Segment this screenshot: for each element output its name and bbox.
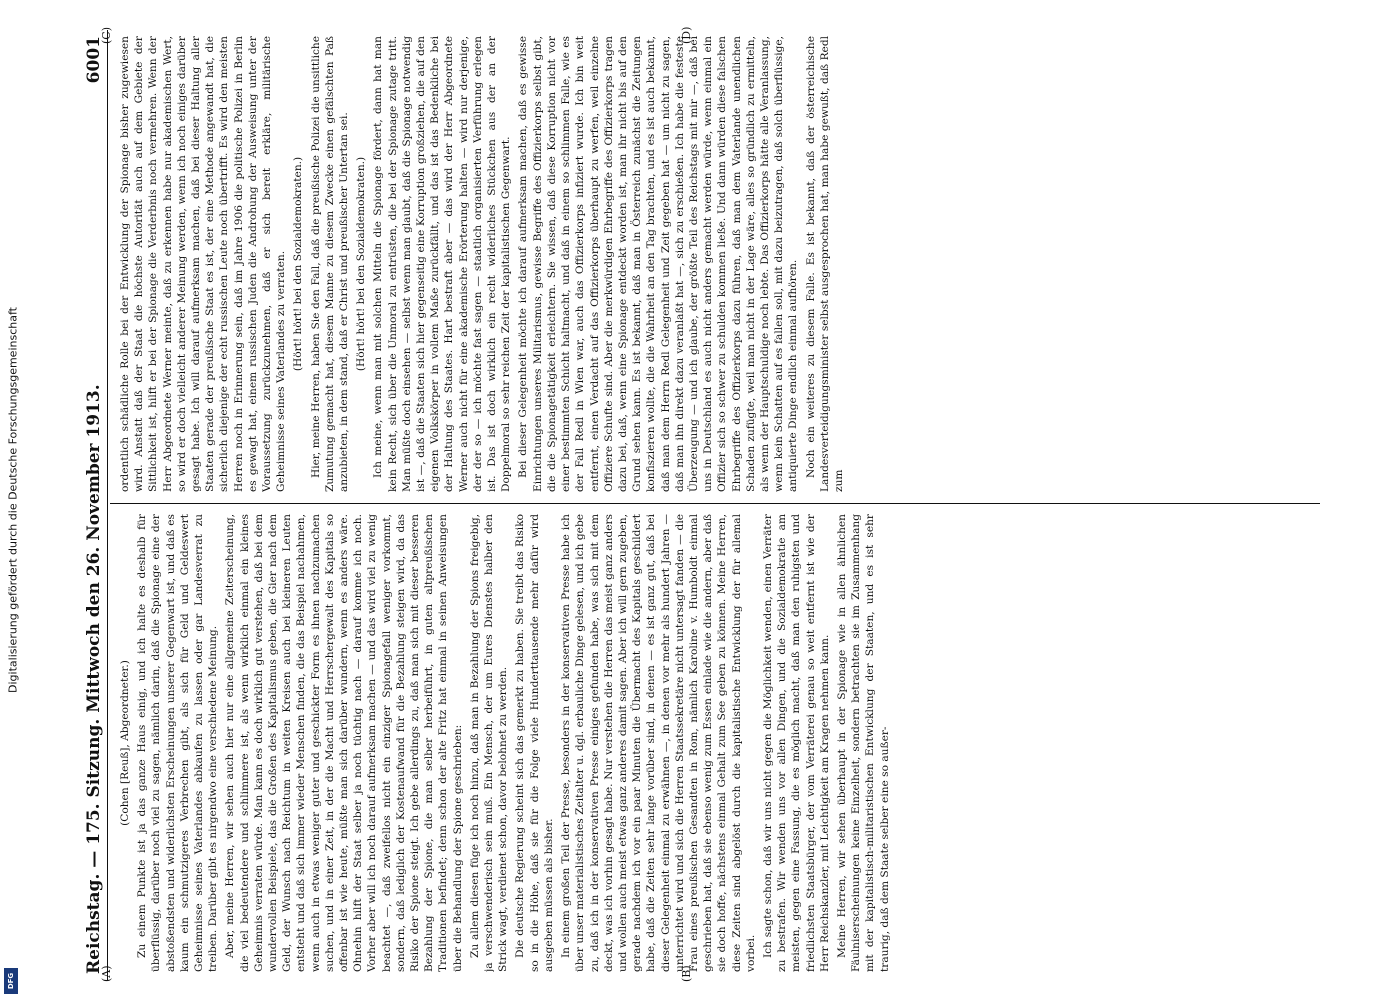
dfg-logo-text: DFG [7,972,15,990]
column-divider [110,503,1320,504]
page-header [60,30,104,980]
paragraph: Ich meine, wenn man mit solchen Mitteln die Spionage fördert, dann hat man kein Recht, sich über die Unmoral zu entrüsten, die bei der Spionage zutage tritt. Man müßte doch einsehen — selbst wenn man glaubt, daß die Spionage notwendig ist —, daß die Staaten sich hier gegenseitig eine Korruption großziehen, die auf den eigenen Volkskörper in vollem Maße zurückfällt, und das ist das Bedenkliche bei der Haltung des Staates. Hart bestraft aber — das wird der Herr Abgeordnete Werner auch nicht für eine akademische Erörterung halten — wird nur derjenige, der der so — ich möchte fast sagen — staatlich organisierten Verführung erlegen ist. Das ist doch wirklich ein recht widerliches Stückchen aus der an der Doppelmoral so sehr reichen Zeit der kapitalistischen Gegenwart. [372,36,513,492]
paragraph: Zu einem Punkte ist ja das ganze Haus einig, und ich halte es deshalb für überflüssig, darüber noch viel zu sagen, nämlich darin, daß die Spionage eine der abstoßendsten und widerlichsten Erscheinungen unserer Gegenwart ist, und daß es kaum ein schmutzigeres Verbrechen gibt, als sich für Geld und Geldeswert Geheimnisse seines Vaterlandes abkaufen zu lassen oder gar Landesverrat zu treiben. Darüber gibt es nirgendwo eine verschiedene Meinung. [136,514,220,972]
margin-marker-b: (B) [680,965,693,982]
paragraph: Meine Herren, wir sehen überhaupt in der Spionage wie in allen ähnlichen Fäulniserscheinungen keine Einzelheit, sondern betrachten sie im Zusammenhang mit der kapitalistisch-militaristischen Entwicklung der Staaten, und es ist sehr traurig, daß dem Staate selber eine so außer- [835,514,891,972]
interjection: (Hört! hört! bei den Sozialdemokraten.) [355,156,368,372]
paragraph: Bei dieser Gelegenheit möchte ich darauf aufmerksam machen, daß es gewisse Einrichtungen unseres Militarismus, gewisse Begriffe des Offizierkorps selbst gibt, die die Spionagetätigkeit erleichtern. Sie wissen, daß diese Korruption nicht vor einer bestimmten Schicht haltmacht, und daß in einem so schlimmen Falle, wie es der Fall Redl in Wien war, auch das Offizierkorps infiziert wurde. Ich bin weit entfernt, einen Verdacht auf das Offizierkorps überhaupt zu werfen, weil einzelne Offiziere Schufte sind. Aber die merkwürdigen Ehrbegriffe des Offizierkorps tragen dazu bei, daß, wenn eine Spionage entdeckt worden ist, man ihr nicht bis auf den Grund sehen kann. Es ist bekannt, daß man in Österreich zunächst die Zeitungen konfiszieren wollte, die die Wahrheit an den Tag brachten, und es ist auch bekannt, daß man dem Herrn Redl Gelegenheit und Zeit gegeben hat — um nicht zu sagen, daß man ihn direkt dazu veranlaßt hat —, sich zu erschießen. Ich habe die festeste Überzeugung — und ich glaube, der größte Teil des Reichstags mit mir —, daß bei uns in Deutschland es auch nicht anders gemacht werden würde, wenn einmal ein Offizier sich so schwer zu schulden kommen ließe. Und dann würden diese falschen Ehrbegriffe des Offizierkorps dazu führen, daß man dem Vaterlande unendlichen Schaden zufügte, weil man nicht in der Lage wäre, alles so gründlich zu ermitteln, als wenn der Hauptschuldige noch lebte. Das Offizierkorps hätte alle Veranlassung, wenn kein Schatten auf es fallen soll, mit dazu beizutragen, daß solch überflüssige, antiquierte Dinge endlich einmal aufhören. [517,36,800,492]
paragraph: In einem großen Teil der Presse, besonders in der konservativen Presse habe ich über unser materialistisches Zeitalter u. dgl. erbauliche Dinge gelesen, und ich gebe zu, daß ich in der konservativen Presse einiges gefunden habe, was sich mit dem deckt, was ich vorhin gesagt habe. Nur verstehen die Herren das meist ganz anders und wollen auch meist etwas ganz anderes damit sagen. Aber ich will gern zugeben, gerade nachdem ich vor ein paar Minuten die Übermacht des Kapitals geschildert habe, daß die Zeiten sehr lange vorüber sind, in denen — es ist ganz gut, daß bei dieser Gelegenheit einmal zu erwähnen —, in denen vor mehr als hundert Jahren — unterrichtet wird und sich die Herren Staatssekretäre nicht untersagt fanden — die Frau eines preußischen Gesandten in Rom, nämlich Karoline v. Humboldt einmal geschrieben hat, daß sie ebenso wenig zum Essen einlade wie die andern, aber daß sie doch hoffe, nächstens einmal Gehalt zum See geben zu können. Meine Herren, diese Zeiten sind abgelöst durch die kapitalistische Entwicklung der für allemal vorbei. [560,514,757,972]
header-title: Reichstag. — 175. Sitzung. Mittwoch den 26. November 1913. [84,384,104,974]
paragraph: Die deutsche Regierung scheint sich das gemerkt zu haben. Sie treibt das Risiko so in die Höhe, daß sie für die Folge viele Hunderttausende mehr dafür wird ausgeben müssen als bisher. [514,514,555,972]
paragraph: Ich sagte schon, daß wir uns nicht gegen die Möglichkeit wenden, einen Verräter zu bestrafen. Wir wenden uns vor allen Dingen, und die Sozialdemokratie am meisten, gegen eine Fassung, die es möglich macht, daß man den ruhigsten und friedlichsten Staatsbürger, der vom Verräterei genau so weit entfernt ist wie der Herr Reichskanzler, mit Leichtigkeit am Kragen nehmen kann. [761,514,831,972]
paragraph: Noch ein weiteres zu diesem Falle. Es ist bekannt, daß der österreichische Landesverteidigungsminister selbst ausgesprochen hat, man habe gewußt, daß Redl zum [804,36,845,492]
speaker-line: (Cohen [Reuß], Abgeordneter.) [119,660,131,826]
digitization-note [2,0,24,1000]
right-column [118,36,1318,492]
digitization-note-text: Digitalisierung gefördert durch die Deutsche Forschungsgemeinschaft [6,307,20,693]
paragraph: Aber, meine Herren, wir sehen auch hier nur eine allgemeine Zeiterscheinung, die viel bedeutendere und schlimmere ist, als wenn wirklich einmal ein kleines Geheimnis verraten würde. Man kann es doch wirklich gut verstehen, daß bei dem wundervollen Beispiele, das die Großen des Kapitalismus geben, die Gier nach dem Geld, der Wunsch nach Reichtum in weiten Kreisen auch bei kleineren Leuten entsteht und daß sich immer wieder Menschen finden, die das Beispiel nachahmen, wenn auch in etwas weniger guter und geschickter Form es ihnen nachzumachen suchen, und in einer Zeit, in der die Macht und Herrschergewalt des Kapitals so offenbar ist wie heute, müßte man sich darüber wundern, wenn es anders wäre. Ohnehin hilft der Staat selber ja noch tüchtig nach — darauf komme ich noch. Vorher aber will ich noch darauf aufmerksam machen — und das wird viel zu wenig beachtet —, daß zweifellos nicht ein einziger Spionagefall weniger vorkommt, sondern, daß lediglich der Kostenaufwand für die Bezahlung steigen wird, da das Risiko der Spione steigt. Ich gebe allerdings zu, daß man sich mit dieser besseren Bezahlung der Spione, die man selber herbeiführt, in guten altpreußischen Traditionen befindet; denn schon der alte Fritz hat einmal in seinen Anweisungen über die Behandlung der Spione geschrieben: [224,514,464,972]
page-content [60,26,1330,982]
left-column [118,514,1318,972]
dfg-logo [4,968,18,994]
margin-marker-a: (A) [100,965,113,982]
margin-marker-c: (C) [100,27,113,44]
paragraph: ordentlich schädliche Rolle bei der Entwicklung der Spionage bisher zugewiesen wird. Anstatt daß der Staat die höchste Autorität auch auf dem Gebiete der Sittlichkeit ist, hilft er bei der Spionage die Verderbnis noch vermehren. Wenn der Herr Abgeordnete Werner meinte, daß zu erkennen habe nur akademischen Wert, so wird er doch vielleicht anderer Meinung werden, wenn ich noch einiges darüber gesagt habe. Ich will darauf aufmerksam machen, daß bei dieser Haltung aller Staaten gerade der preußische Staat es ist, der eine Methode angewandt hat, die sicherlich diejenige der echt russischen Leute noch übertrifft. Es wird den meisten Herren noch in Erinnerung sein, daß im Jahre 1906 die politische Polizei in Berlin es gewagt hat, einem russischen Juden die Androhung der Ausweisung unter der Voraussetzung zurückzunehmen, daß er sich bereit erkläre, militärische Geheimnisse seines Vaterlandes zu verraten. [119,36,288,492]
quote-paragraph: Zu allem diesen füge ich noch hinzu, daß man in Bezahlung der Spions freigebig, ja verschwenderisch sein muß. Ein Mensch, der um Eures Dienstes halber den Strick wagt, verdienet schon, davor belohnet zu werden. [468,514,510,972]
page-number: 6001 [84,36,104,84]
scanned-page [60,26,1330,982]
paragraph: Hier, meine Herren, haben Sie den Fall, daß die preußische Polizei die unsittliche Zumutung gemacht hat, diesem Manne zu diesem Zwecke einen gefälschten Paß anzubieten, in dem stand, daß er Christ und preußischer Untertan sei. [309,36,351,492]
interjection: (Hört! hört! bei den Sozialdemokraten.) [292,156,305,372]
margin-marker-d: (D) [680,26,693,44]
header-rule [107,30,108,980]
